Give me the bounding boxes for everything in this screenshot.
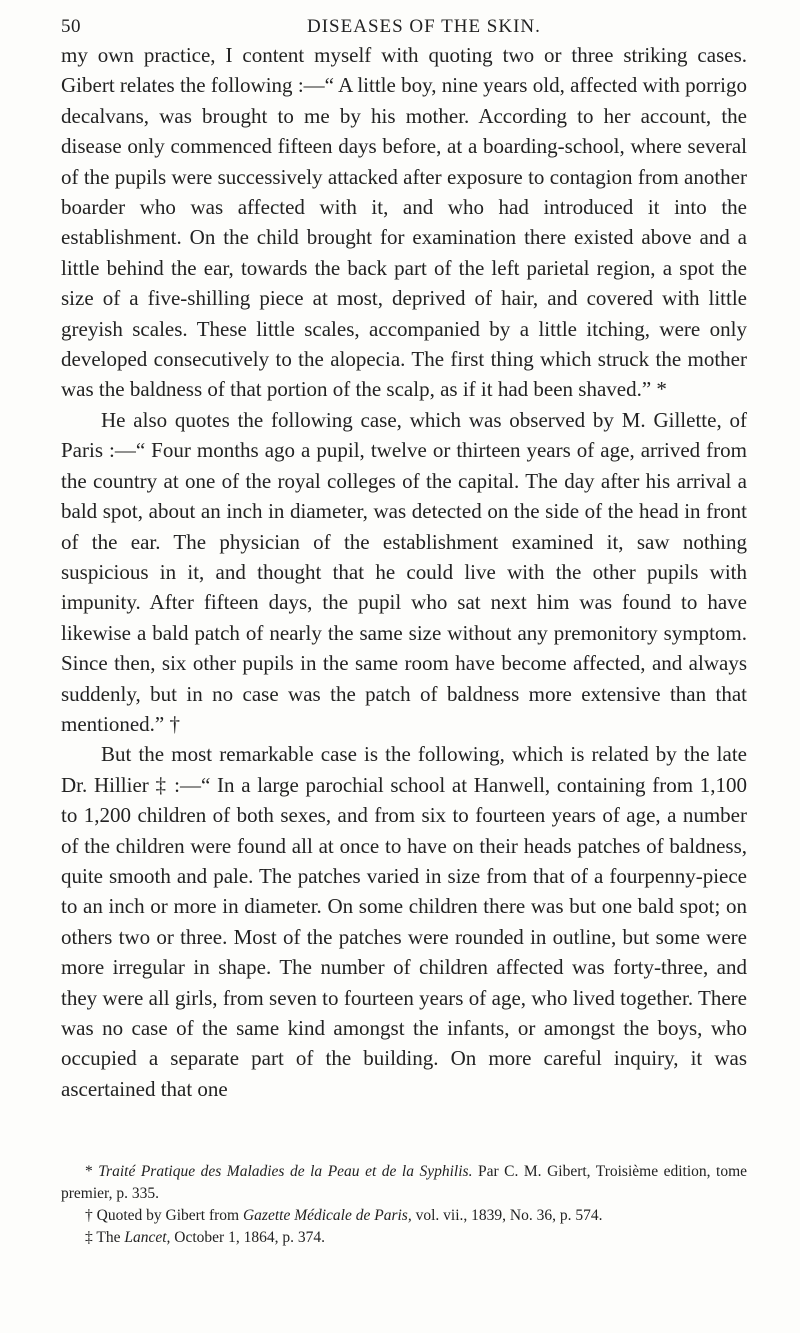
running-title: DISEASES OF THE SKIN. bbox=[307, 16, 541, 37]
footnote-3-text: October 1, 1864, p. 374. bbox=[174, 1229, 325, 1246]
footnote-1-title: Traité Pratique des Maladies de la Peau et de la Syphilis. bbox=[98, 1163, 473, 1180]
footnotes bbox=[61, 1161, 747, 1249]
footnote-1 bbox=[61, 1161, 747, 1205]
footnote-3-marker: ‡ bbox=[85, 1229, 93, 1246]
footnote-2-text: vol. vii., 1839, No. 36, p. 574. bbox=[415, 1207, 603, 1224]
footnote-2-title: Gazette Médicale de Paris, bbox=[242, 1207, 412, 1224]
paragraph-1: my own practice, I content myself with quoting two or three striking cases. Gibert relates the following :—“ A little boy, nine years old, affected with porrigo decalvans, was brought to me by his mother. According to her account, the disease only commenced fifteen days before, at a boarding-school, where several of the pupils were successively attacked after exposure to contagion from another boarder who was affected with it, and who had introduced it into the establishment. On the child brought for examination there existed above and a little behind the ear, towards the back part of the left parietal region, a spot the size of a five-shilling piece at most, deprived of hair, and covered with little greyish scales. These little scales, accompanied by a little itching, were only developed consecutively to the alopecia. The first thing which struck the mother was the baldness of that portion of the scalp, as if it had been shaved.” * bbox=[61, 43, 747, 402]
footnote-3-title: Lancet, bbox=[124, 1229, 171, 1246]
footnote-2-marker: † bbox=[85, 1207, 93, 1224]
footnote-3 bbox=[61, 1227, 747, 1249]
paragraph-3: But the most remarkable case is the following, which is related by the late Dr. Hillier ‡ :—“ In a large parochial school at Hanwell, containing from 1,100 to 1,200 children of both sexes, and from six to fourteen years of age, a number of the children were found all at once to have on their heads patches of baldness, quite smooth and pale. The patches varied in size from that of a fourpenny-piece to an inch or more in diameter. On some children there was but one bald spot; on others two or three. Most of the patches were rounded in outline, but some were more irregular in shape. The number of children affected was forty-three, and they were all girls, from seven to fourteen years of age, who lived together. There was no case of the same kind amongst the infants, or amongst the boys, who occupied a separate part of the building. On more careful inquiry, it was ascertained that one bbox=[61, 742, 747, 1101]
footnote-2-pre: Quoted by Gibert from bbox=[96, 1207, 240, 1224]
page-number: 50 bbox=[61, 16, 81, 37]
footnote-3-pre: The bbox=[96, 1229, 121, 1246]
body-text bbox=[61, 40, 747, 1104]
paragraph-2: He also quotes the following case, which was observed by M. Gillette, of Paris :—“ Four months ago a pupil, twelve or thirteen years of age, arrived from the country at one of the royal colleges of the capital. The day after his arrival a bald spot, about an inch in diameter, was detected on the side of the head in front of the ear. The physician of the establishment examined it, saw nothing suspicious in it, and thought that he could live with the other pupils with impunity. After fifteen days, the pupil who sat next him was found to have likewise a bald patch of nearly the same size without any premonitory symptom. Since then, six other pupils in the same room have become affected, and always suddenly, but in no case was the patch of baldness more extensive than that mentioned.” † bbox=[61, 407, 747, 736]
footnote-2 bbox=[61, 1205, 747, 1227]
footnote-1-marker: * bbox=[85, 1163, 93, 1180]
footnote-1-text: Par C. M. Gibert, Troisième edition, tome premier, p. 335. bbox=[61, 1163, 748, 1202]
